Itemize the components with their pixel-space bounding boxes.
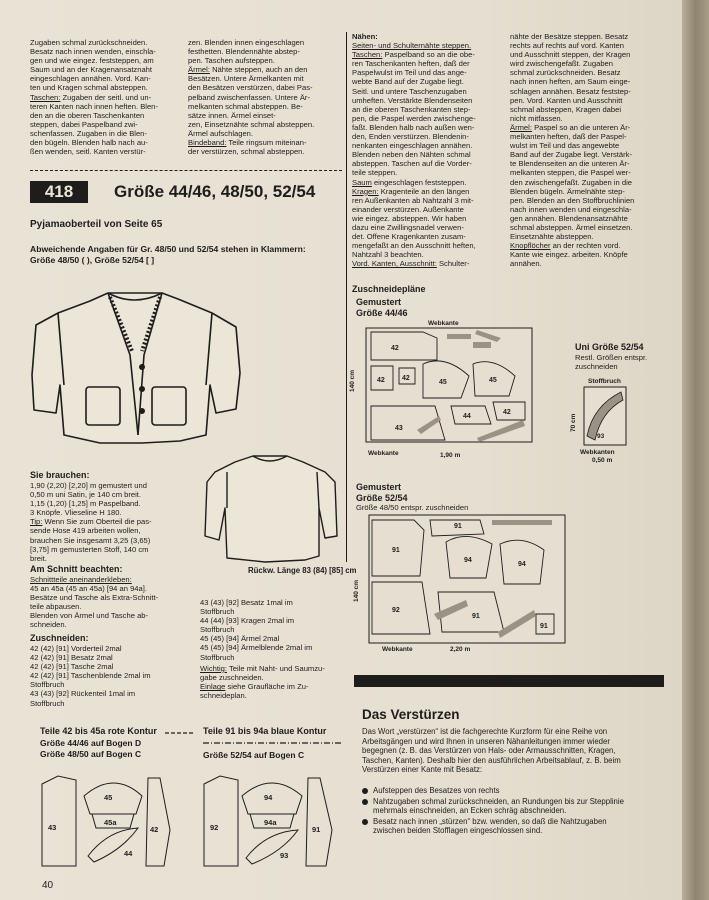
svg-text:45: 45 [439, 379, 447, 386]
plan2-width: 2,20 m [450, 646, 471, 653]
col4-knopf-text: an der rechten vord. Kante wie eingez. arbeiten. Knöpfe annähen. [510, 241, 628, 269]
back-length-caption: Rückw. Länge 83 (84) [85] cm [248, 566, 357, 575]
col4-knopf-label: Knopflöcher [510, 241, 551, 251]
pattern-subtitle: Pyjamaoberteil von Seite 65 [30, 219, 163, 230]
svg-text:94: 94 [264, 793, 273, 802]
plan2-height: 140 cm [353, 579, 360, 602]
col4-aermel-text: Paspel so an die unteren Är- melkanten heften, daß der Paspel- wulst im Teil und das angewebte Band auf der Zugabe liegt. Verstärk- te Blendenseiten an die unteren Är- melkanten steppen, die Paspel wer- den zwischengefaßt. Zugaben in die Blenden bügeln. Ärmelnähte step- pen. Blenden an den Stoffbruchlinien nach innen wenden und eingeschla- gen annähen. Blendenansatznähte schmal absteppen. Ärmel einsetzen. Einsetznähte absteppen. [510, 122, 635, 242]
verstuerzen-title: Das Verstürzen [362, 707, 460, 722]
parts-42-45-outline [38, 770, 178, 870]
svg-text:94: 94 [464, 557, 472, 564]
pattern-number: 418 [30, 181, 88, 203]
pattern-notes-title: Am Schnitt beachten: [30, 564, 123, 574]
svg-text:91: 91 [540, 623, 548, 630]
col3-taschen-text: Paspelband so an die obe- ren Taschenkanten heften, daß der Paspelwulst im Teil und das ange- webte Band auf der Zugabe liegt. Seitl. und untere Taschenzugaben umheften. Verstärkte Blendenseiten an die oberen Taschenkanten step- pen, die Paspel werden zwischenge- faßt. Blenden halb nach außen wen- den, Enden verstürzen. Blendenin- nenkanten eingeschlagen annähen. Blenden neben den Nähten schmal absteppen. Taschen auf die Vorder- teile steppen. [352, 50, 476, 178]
einlage-label: Einlage [200, 682, 226, 692]
svg-text:42: 42 [503, 409, 511, 416]
plan1-webkante-top: Webkante [428, 320, 459, 327]
glue-label: Schnittteile aneinanderkleben: [30, 575, 132, 584]
parts-b-title: Teile 91 bis 94a blaue Kontur [203, 726, 327, 736]
pattern-notes-text [30, 575, 200, 630]
cutting-list-2: 43 (43) [92] Besatz 1mal im Stoffbruch 44 (44) [93] Kragen 2mal im Stoffbruch 45 (45) [94] Ärmel 2mal 45 (45) [94] Ärmelblende 2mal im Stoffbruch [200, 598, 313, 662]
top-column-3 [352, 32, 504, 268]
col3-vord-label: Vord. Kanten, Ausschnitt: [352, 259, 437, 269]
svg-text:91: 91 [454, 523, 462, 530]
col2-aermel-text: Nähte steppen, auch an den Besätzen. Untere Ärmelkanten mit den Besätzen verstürzen, dabei Pas- pelband zwischenfassen. Untere Är- melkanten schmal absteppen. Be- sätze innen. Ärmel einset- zen, Einsetznähte schmal absteppen. Ärmel aufschlagen. [188, 65, 315, 138]
uni-title: Uni Größe 52/54 [575, 342, 644, 352]
materials-text [30, 481, 200, 563]
plan1-fabric-layout [365, 320, 535, 452]
uni-stoffbruch: Stoffbruch [588, 378, 621, 385]
svg-text:43: 43 [395, 425, 403, 432]
plan1-height: 140 cm [349, 369, 356, 392]
cutting-plans-title: Zuschneidepläne [352, 284, 426, 294]
parts-b-sizes: Größe 52/54 auf Bogen C [203, 750, 305, 760]
col3-kragen-label: Kragen: [352, 186, 379, 196]
parts-a-sizes: Größe 44/46 auf Bogen D Größe 48/50 auf Bogen C [40, 738, 142, 759]
col3-vord-text: Schulter- [436, 259, 470, 269]
col3-saum-text: eingeschlagen feststeppen. [371, 177, 467, 187]
svg-text:45: 45 [489, 377, 497, 384]
svg-text:45a: 45a [104, 818, 117, 827]
wichtig-text: Teile mit Naht- und Saumzu- gabe zuschneiden. [200, 664, 325, 683]
step-item: Aufsteppen des Besatzes von rechts [362, 786, 682, 796]
plan1-width: 1,90 m [440, 452, 461, 459]
top-column-4 [510, 32, 670, 268]
col1-text: Zugaben schmal zurückschneiden. Besatz nach innen wenden, einschla- gen und wie eingez. feststeppen, am Saum und an der Kragenansatznaht eingeschlagen annähen. Vord. Kan- ten und Kragen schmal absteppen. [30, 38, 156, 93]
glue-text: 45 an 45a (45 an 45a) [94 an 94a]. Besätze und Tasche als Extra-Schnitt- teile abpausen. Blenden von Ärmel und Tasche ab- schneiden. [30, 584, 159, 630]
svg-text:91: 91 [392, 547, 400, 554]
plan2-title: Gemustert Größe 52/54 [356, 482, 408, 503]
column-divider [346, 32, 347, 562]
col3-kragen-text: Kragenteile an den längen ren Außenkanten ab Nahtzahl 3 mit- einander verstürzen. Außenkante wie eingez. absteppen. Wir haben dazu eine Zwillingsnadel verwen- det. Offene Kragenkanten zusam- mengefaßt an den Ausschnitt heften, Nahtzahl 3 beachten. [352, 186, 476, 260]
red-contour-sample [165, 730, 195, 736]
svg-text:42: 42 [391, 345, 399, 352]
svg-text:93: 93 [597, 433, 605, 440]
svg-text:91: 91 [472, 613, 480, 620]
pattern-banner [30, 181, 340, 203]
svg-text:42: 42 [150, 825, 159, 834]
materials-title: Sie brauchen: [30, 470, 90, 480]
tip-label: Tip: [30, 517, 43, 527]
materials-body: 1,90 (2,20) [2,20] m gemustert und 0,50 m uni Satin, je 140 cm breit. 1,15 (1,20) [1,25] m Paspelband. 3 Knöpfe. Vlieseline H 180. [30, 481, 147, 518]
col1-taschen-text: Zugaben der seitl. und un- teren Kanten nach innen heften. Blen- den an die oberen Taschenkanten steppen, dabei Paspelband zwi- schenfassen. Zugaben in die Blen- den bügeln. Blenden halb nach au- ßen wenden, seitl. Kanten verstür- [30, 92, 158, 157]
plan2-webkante-bottom: Webkante [382, 646, 413, 653]
svg-text:91: 91 [312, 825, 321, 834]
plan1-webkante-bottom: Webkante [368, 450, 399, 457]
tip-text: Wenn Sie zum Oberteil die pas- sende Hose 419 arbeiten wollen, brauchen Sie insgesamt 3,25 (3,65) [3,75] m gemusterten Stoff, 140 cm breit. [30, 517, 152, 563]
svg-text:45: 45 [104, 793, 113, 802]
pattern-sizes-title: Größe 44/46, 48/50, 52/54 [114, 182, 316, 201]
plan2-subtitle: Größe 48/50 entspr. zuschneiden [356, 503, 469, 512]
blue-contour-sample [203, 740, 343, 746]
jacket-back-illustration [205, 452, 340, 567]
uni-height: 70 cm [570, 413, 577, 432]
svg-text:44: 44 [124, 849, 133, 858]
svg-text:92: 92 [210, 823, 219, 832]
einlage-text: siehe Graufläche im Zu- schneideplan. [200, 682, 309, 701]
col3-seiten-label: Seiten- und Schulternähte steppen. [352, 41, 472, 51]
svg-text:92: 92 [392, 607, 400, 614]
cutting-list-1: 42 (42) [91] Vorderteil 2mal 42 (42) [91] Besatz 2mal 42 (42) [91] Tasche 2mal 42 (42) [91] Taschenblende 2mal im Stoffbruch 43 (43) [92] Rückenteil 1mal im Stoffbruch [30, 644, 151, 708]
col2-binde-text: Teile ringsum miteinan- der verstürzen, schmal absteppen. [188, 138, 307, 157]
uni-webkanten: Webkanten [580, 449, 615, 456]
page-number: 40 [42, 880, 54, 891]
plan1-title: Gemustert Größe 44/46 [356, 297, 408, 318]
col4-text-a: nähte der Besätze steppen. Besatz rechts auf rechts auf vord. Kanten und Ausschnitt steppen, der Kragen wird zwischengefaßt. Zugaben schmal zurückschneiden. Besatz nach innen heften, am Saum einge- schlagen annähen. Besatz feststep- pen. Vord. Kanten und Ausschnitt schmal absteppen, Kragen dabei nicht mitfassen. [510, 32, 631, 123]
svg-text:94a: 94a [264, 818, 277, 827]
col1-taschen-label: Taschen: [30, 92, 61, 102]
top-column-1 [30, 38, 188, 156]
col2-aermel-label: Ärmel: [188, 65, 210, 75]
book-spine [682, 0, 709, 900]
col2-text-a: zen. Blenden innen eingeschlagen festhetten. Blendennähte abstep- pen. Taschen aufsteppen. [188, 38, 305, 66]
svg-text:42: 42 [402, 375, 410, 382]
uni-subtitle: Restl. Größen entspr. zuschneiden [575, 353, 648, 372]
svg-text:94: 94 [518, 561, 526, 568]
parts-91-94-outline [200, 770, 340, 870]
col4-aermel-label: Ärmel: [510, 122, 532, 132]
col3-saum-label: Saum [352, 177, 372, 187]
svg-text:42: 42 [377, 377, 385, 384]
col3-taschen-label: Taschen: [352, 50, 383, 60]
step-item: Besatz nach innen „stürzen“ bzw. wenden, so daß die Nahtzugaben zwischen beiden Stofflagen eingeschlossen sind. [362, 817, 682, 836]
cutting-title: Zuschneiden: [30, 633, 89, 643]
verstuerzen-body: Das Wort „verstürzen“ ist die fachgerechte Kurzform für eine Reihe von Arbeitsgängen und wird Ihnen in unseren Nähanleitungen immer wieder begegnen (z. B. das Verstürzen von Hals- oder Armausschnitten, Kragen, Taschen, Kanten). Deshalb hier den ausführlichen Arbeitsablauf, z. B. beim Verstürzen einer Kante mit Besatz: [362, 727, 621, 775]
verstuerzen-steps [362, 786, 682, 837]
uni-width: 0,50 m [592, 457, 613, 464]
plan2-fabric-layout [368, 514, 568, 648]
col3-naehen-label: Nähen: [352, 32, 378, 41]
parts-a-title: Teile 42 bis 45a rote Kontur [40, 726, 157, 736]
step-item: Nahtzugaben schmal zurückschneiden, an Rundungen bis zur Stepplinie mehrmals einschneiden, an Ecken schräg abschneiden. [362, 797, 682, 816]
top-column-2 [188, 38, 338, 156]
col2-binde-label: Bindeband: [188, 138, 227, 148]
wichtig-label: Wichtig: [200, 664, 228, 673]
uni-fabric-layout [583, 386, 627, 448]
svg-text:93: 93 [280, 851, 289, 860]
section-bar [354, 675, 664, 687]
svg-text:44: 44 [463, 413, 471, 420]
cutting-notes [200, 664, 345, 700]
section-separator [30, 170, 342, 171]
jacket-front-illustration [30, 285, 245, 455]
size-notes: Abweichende Angaben für Gr. 48/50 und 52/54 stehen in Klammern: Größe 48/50 ( ), Größe 52/54 [ ] [30, 244, 306, 265]
svg-text:43: 43 [48, 823, 57, 832]
